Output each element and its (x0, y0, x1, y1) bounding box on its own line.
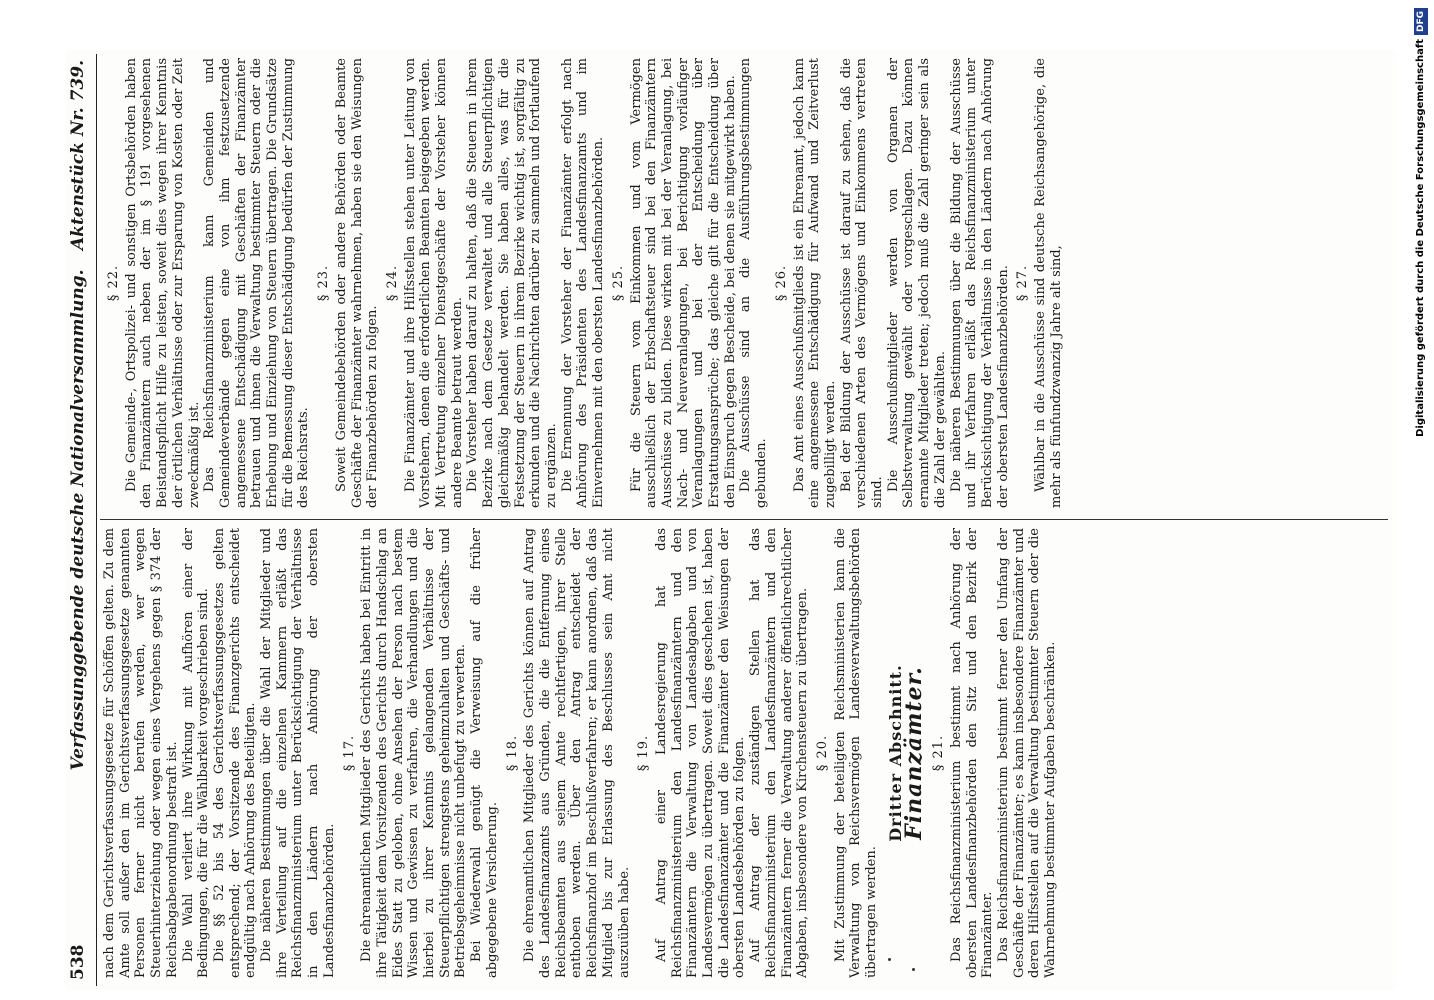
paragraph: Das Reichsfinanzministerium bestimmt nach Anhörung der obersten Landesfinanzbehörden den Sitz und den Bezirk der Finanzämter. (948, 528, 996, 978)
paragraph: Auf Antrag der zuständigen Stellen hat das Reichsfinanzministerium den Landesfinanzämtern und den Finanzämtern ferner die Verwaltung anderer öffentlichrechtlicher Abgaben, insbesondere von Kirchensteuern zu übertragen. (748, 528, 811, 978)
paragraph: Die ehrenamtlichen Mitglieder des Gerichts können auf Antrag des Landesfinanzamts aus Gründen, die die Entfernung eines Reichsbeamten aus seinem Amte rechtfertigen, ihrer Stelle enthoben werden. Über den Antrag entscheidet der Reichsfinanzhof im Beschlußverfahren; er kann anordnen, daß das Mitglied bis zur Erlassung des Beschlusses sein Amt nicht auszuüben habe. (522, 528, 632, 978)
document-number: Aktenstück Nr. 739. (68, 60, 88, 251)
paragraph: Die Finanzämter und ihre Hilfsstellen stehen unter Leitung von Vorstehern, denen die erforderlichen Beamten beigegeben werden. Mit Vertretung einzelner Dienstgeschäfte der Vorsteher können andere Beamte betraut werden. (402, 58, 465, 508)
paragraph: Die Ernennung der Vorsteher der Finanzämter erfolgt nach Anhörung des Präsidenten des Landesfinanzamts und im Einvernehmen mit den obersten Landesfinanzbehörden. (559, 58, 607, 508)
left-column (102, 528, 1388, 978)
paragraph: Das Amt eines Ausschußmitglieds ist ein Ehrenamt, jedoch kann eine angemessene Entschädigung für Aufwand und Zeitverlust zugebilligt werden. (791, 58, 838, 508)
document-page (66, 50, 1396, 990)
page-number: 538 (68, 944, 88, 980)
paragraph: Die Ausschüsse sind an die Ausführungsbestimmungen gebunden. (738, 58, 770, 508)
paragraph: Auf Antrag einer Landesregierung hat das Reichsfinanzministerium den Landesfinanzämtern und den Finanzämtern die Verwaltung von Landesabgaben und von Landesvermögen zu übertragen. Soweit dies geschehen ist, haben die Landesfinanzämter und die Finanzämter den Weisungen der obersten Landesbehörden zu folgen. (653, 528, 748, 978)
right-column (102, 58, 1388, 508)
section-heading: § 26. (773, 264, 789, 302)
paragraph: Bei der Bildung der Ausschüsse ist darauf zu sehen, daß die verschiedenen Arten des Vermögens und Einkommens vertreten sind. (838, 58, 886, 508)
credit-text: Digitalisierung gefördert durch die Deutsche Forschungsgemeinschaft (1415, 39, 1426, 437)
section-heading: § 18. (504, 734, 520, 772)
section-heading: § 19. (636, 734, 652, 772)
chapter-title: Finanzämter. (901, 666, 928, 840)
header-rule (96, 54, 97, 986)
paragraph: Die näheren Bestimmungen über die Bildung der Ausschüsse und ihr Verfahren erläßt das Reichsfinanzministerium unter Berücksichtigung der Verhältnisse in den Ländern nach Anhörung der obersten Landesfinanzbehörden. (948, 58, 1011, 508)
page-header (66, 56, 96, 984)
dfg-logo: DFG (1414, 8, 1428, 35)
ink-speck (912, 968, 915, 971)
paragraph: Soweit Gemeindebehörden oder andere Behörden oder Beamte Geschäfte der Finanzämter wahrnehmen, haben sie den Weisungen der Finanzbehörden zu folgen. (333, 58, 381, 508)
paragraph: Wählbar in die Ausschüsse sind deutsche Reichsangehörige, die mehr als fünfundzwanzig Jahre alt sind, (1033, 58, 1064, 508)
paragraph: Für die Steuern vom Einkommen und vom Vermögen ausschließlich der Erbschaftsteuer sind bei den Finanzämtern Ausschüsse zu bilden. Diese wirken mit bei der Veranlagung, bei Nach- und Neuveranlagungen, bei Berichtigung vorläufiger Veranlagungen und bei der Entscheidung über Erstattungsansprüche; das gleiche gilt für die Entscheidung über den Einspruch gegen Bescheide, bei denen sie mitgewirkt haben. (628, 58, 738, 508)
section-heading: § 21. (931, 734, 947, 772)
paragraph: Das Reichsfinanzministerium kann Gemeinden und Gemeindeverbände gegen eine von ihm festzusetzende angemessene Entschädigung mit Geschäften der Finanzämter betrauen und ihnen die Verwaltung bestimmter Steuern oder die Erhebung und Einziehung von Steuern übertragen. Die Grundsätze für die Bemessung dieser Entschädigung bedürfen der Zustimmung des Reichsrats. (202, 58, 312, 508)
paragraph: Die ehrenamtlichen Mitglieder des Gerichts haben bei Eintritt in ihre Tätigkeit dem Vorsitzenden des Gerichts durch Handschlag an Eides Statt zu geloben, ohne Ansehen der Person nach bestem Wissen und Gewissen zu verfahren, die Verhandlungen und die hierbei zu ihrer Kenntnis gelangenden Verhältnisse der Steuerpflichtigen strengstens geheimzuhalten und Geschäfts- und Betriebsgeheimnisse nicht unbefugt zu verwerten. (359, 528, 469, 978)
column-divider (100, 519, 1388, 520)
paragraph: nach dem Gerichtsverfassungsgesetze für Schöffen gelten. Zu dem Amte soll außer den im Gerichtsverfassungsgesetze genannten Personen ferner nicht berufen werden, wer wegen Steuerhinterziehung oder wegen eines Vergehens gegen § 374 der Reichsabgabenordnung bestraft ist. (102, 528, 180, 978)
paragraph: Die näheren Bestimmungen über die Wahl der Mitglieder und ihre Verteilung auf die einzelnen Kammern erläßt das Reichsfinanzministerium unter Berücksichtigung der Verhältnisse in den Ländern nach Anhörung der obersten Landesfinanzbehörden. (259, 528, 337, 978)
paragraph: Die Vorsteher haben darauf zu halten, daß die Steuern in ihrem Bezirke nach dem Gesetze verwaltet und alle Steuerpflichtigen gleichmäßig behandelt werden. Sie haben alles, was für die Festsetzung der Steuern in ihrem Bezirke wichtig ist, sorgfältig zu erkunden und die Nachrichten darüber zu sammeln und fortlaufend zu ergänzen. (465, 58, 559, 508)
paragraph: Die Wahl verliert ihre Wirkung mit Aufhören einer der Bedingungen, die für die Wählbarkeit vorgeschrieben sind. (180, 528, 212, 978)
paragraph: Mit Zustimmung der beteiligten Reichsministerien kann die Verwaltung von Reichsvermögen Landesverwaltungsbehörden übertragen werden. (832, 528, 880, 978)
paragraph: Die Ausschußmitglieder werden von Organen der Selbstverwaltung gewählt oder vorgeschlagen. Dazu können ernannte Mitglieder treten; jedoch muß die Zahl geringer sein als die Zahl der gewählten. (885, 58, 948, 508)
ink-speck (888, 958, 891, 961)
paragraph: Die Gemeinde-, Ortspolizei- und sonstigen Ortsbehörden haben den Finanzämtern auch neben der im § 191 vorgesehenen Beistandspflicht Hilfe zu leisten, soweit dies wegen ihrer Kenntnis der örtlichen Verhältnisse oder zur Ersparung von Kosten oder Zeit zweckmäßig ist. (123, 58, 202, 508)
paragraph: Das Reichsfinanzministerium bestimmt ferner den Umfang der Geschäfte der Finanzämter; es kann insbesondere Finanzämter und deren Hilfsstellen auf die Verwaltung bestimmter Steuern oder die Wahrnehmung bestimmter Aufgaben beschränken. (995, 528, 1059, 978)
part-title: Dritter Abschnitt. (885, 664, 905, 842)
section-heading: § 22. (106, 264, 121, 302)
paragraph: Bei Wiederwahl genügt die Verweisung auf die früher abgegebene Versicherung. (469, 528, 500, 978)
section-heading: § 20. (814, 734, 830, 772)
section-heading: § 17. (341, 734, 357, 772)
section-heading: § 27. (1015, 264, 1031, 302)
section-heading: § 24. (384, 264, 400, 302)
section-heading: § 25. (610, 264, 626, 302)
digitization-credit (1412, 8, 1430, 998)
running-title: Verfassunggebende deutsche Nationalversammlung. (68, 269, 88, 771)
paragraph: Die §§ 52 bis 54 des Gerichtsverfassungsgesetzes gelten entsprechend; der Vorsitzende des Finanzgerichts entscheidet endgültig nach Anhörung des Beteiligten. (211, 528, 259, 978)
section-heading: § 23. (316, 264, 332, 302)
